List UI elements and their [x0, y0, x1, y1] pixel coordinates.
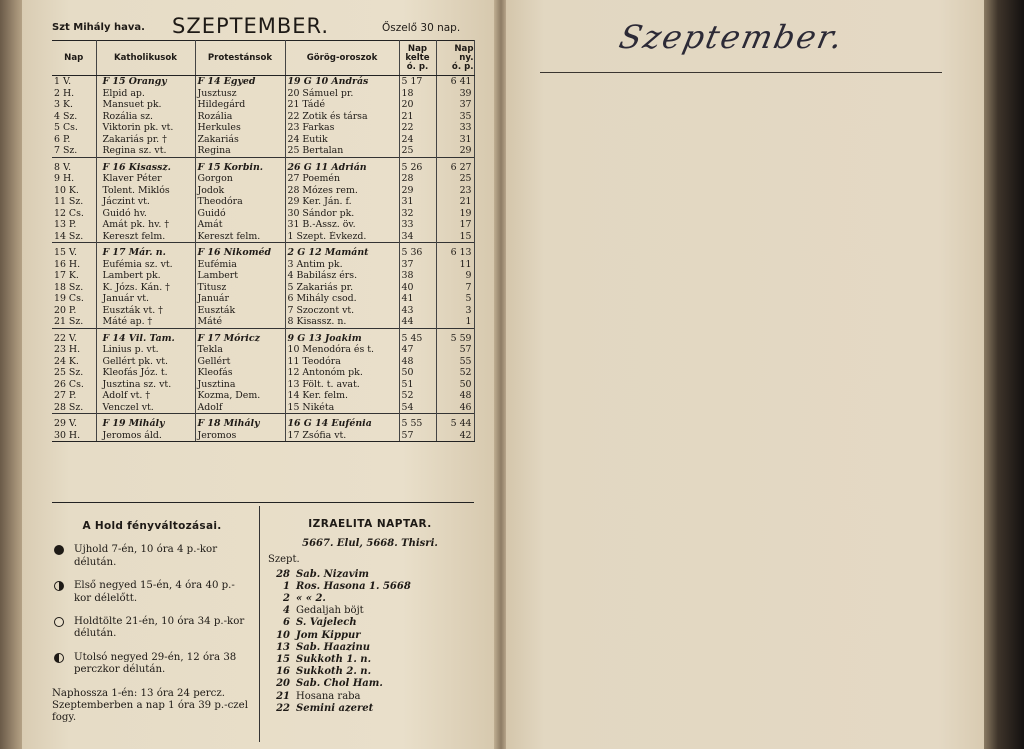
calendar-table: [52, 40, 475, 442]
israelite-event: Jom Kippur: [296, 629, 361, 641]
calendar-row: [52, 305, 474, 317]
calendar-cell: 5 17: [399, 76, 436, 88]
calendar-cell: 35: [436, 111, 474, 123]
calendar-row: [52, 157, 474, 173]
calendar-cell: 10 K.: [52, 185, 96, 197]
column-divider: [259, 506, 260, 742]
calendar-cell: Rozália: [195, 111, 285, 123]
calendar-row: [52, 414, 474, 430]
calendar-cell: 8 V.: [52, 157, 96, 173]
moon-phase: [52, 616, 252, 641]
israelite-day: 16: [276, 666, 290, 678]
calendar-cell: 14 Sz.: [52, 231, 96, 243]
calendar-cell: Kleofás Józ. t.: [96, 367, 195, 379]
calendar-row: [52, 367, 474, 379]
moon-phase-text: Utolsó negyed 29-én, 12 óra 38 perczkor délután.: [74, 651, 237, 676]
calendar-cell: 15 V.: [52, 243, 96, 259]
israelite-row: [268, 581, 472, 593]
calendar-cell: 31: [436, 134, 474, 146]
calendar-cell: 26 G 11 Adrián: [285, 157, 399, 173]
calendar-cell: 5 44: [436, 414, 474, 430]
last-quarter-icon: [54, 653, 64, 663]
calendar-cell: 23: [436, 185, 474, 197]
calendar-cell: 21 Tádé: [285, 99, 399, 111]
calendar-cell: 8 Kisassz. n.: [285, 316, 399, 328]
israelite-event: S. Vajelech: [296, 617, 357, 629]
calendar-cell: 21: [436, 196, 474, 208]
moon-phase-list: [52, 544, 252, 676]
calendar-cell: 5 26: [399, 157, 436, 173]
calendar-cell: 31: [399, 196, 436, 208]
calendar-cell: 18: [399, 88, 436, 100]
calendar-cell: 38: [399, 270, 436, 282]
calendar-cell: 9 H.: [52, 173, 96, 185]
calendar-cell: 26 Cs.: [52, 379, 96, 391]
calendar-cell: F 18 Mihály: [195, 414, 285, 430]
israelite-event: Sukkoth 1. n.: [296, 654, 372, 666]
calendar-cell: 22 V.: [52, 328, 96, 344]
calendar-cell: Regina: [195, 145, 285, 157]
calendar-cell: Jusztusz: [195, 88, 285, 100]
calendar-cell: 57: [399, 430, 436, 442]
calendar-cell: Linius p. vt.: [96, 344, 195, 356]
right-page: [506, 0, 986, 749]
calendar-cell: 18 Sz.: [52, 282, 96, 294]
israelite-day: 22: [276, 702, 290, 714]
calendar-cell: 9 G 13 Joakim: [285, 328, 399, 344]
calendar-row: [52, 356, 474, 368]
calendar-cell: 31 B.-Assz. öv.: [285, 219, 399, 231]
calendar-cell: 17: [436, 219, 474, 231]
calendar-cell: Hildegárd: [195, 99, 285, 111]
calendar-row: [52, 259, 474, 271]
israelite-event: Sab. Nizavim: [296, 568, 369, 580]
calendar-cell: 3 K.: [52, 99, 96, 111]
israelite-calendar-section: [268, 518, 472, 715]
calendar-cell: 17 K.: [52, 270, 96, 282]
calendar-cell: F 16 Nikoméd: [195, 243, 285, 259]
calendar-cell: Mansuet pk.: [96, 99, 195, 111]
israelite-row: [268, 630, 472, 642]
calendar-cell: 13 Fölt. t. avat.: [285, 379, 399, 391]
israelite-day: 1: [283, 580, 290, 592]
calendar-cell: Guidó: [195, 208, 285, 220]
calendar-cell: Euszták: [195, 305, 285, 317]
israelite-day: 15: [276, 654, 290, 666]
calendar-cell: Eufémia sz. vt.: [96, 259, 195, 271]
calendar-cell: 23 H.: [52, 344, 96, 356]
calendar-row: [52, 208, 474, 220]
calendar-row: [52, 328, 474, 344]
calendar-cell: Titusz: [195, 282, 285, 294]
calendar-cell: 52: [436, 367, 474, 379]
calendar-cell: Viktorin pk. vt.: [96, 122, 195, 134]
calendar-body: [52, 76, 474, 442]
calendar-cell: 50: [436, 379, 474, 391]
calendar-cell: 17 Zsófia vt.: [285, 430, 399, 442]
moon-phase-text: Holdtölte 21-én, 10 óra 34 p.-kor délután.: [74, 616, 245, 640]
israelite-list: [268, 569, 472, 715]
israelite-row: [268, 703, 472, 715]
calendar-cell: 1 Szept. Évkezd.: [285, 231, 399, 243]
calendar-cell: Kereszt felm.: [96, 231, 195, 243]
israelite-day: 20: [276, 678, 290, 690]
calendar-row: [52, 231, 474, 243]
calendar-cell: Herkules: [195, 122, 285, 134]
calendar-cell: Jáczint vt.: [96, 196, 195, 208]
calendar-cell: Rozália sz.: [96, 111, 195, 123]
calendar-row: [52, 173, 474, 185]
calendar-row: [52, 402, 474, 414]
calendar-cell: 25 Sz.: [52, 367, 96, 379]
calendar-cell: 30 H.: [52, 430, 96, 442]
calendar-cell: 9: [436, 270, 474, 282]
calendar-cell: F 19 Mihály: [96, 414, 195, 430]
calendar-cell: Jusztina sz. vt.: [96, 379, 195, 391]
calendar-cell: 51: [399, 379, 436, 391]
calendar-row: [52, 196, 474, 208]
moon-title: A Hold fényváltozásai.: [82, 520, 222, 532]
israelite-row: [268, 617, 472, 629]
calendar-cell: 47: [399, 344, 436, 356]
calendar-cell: F 15 Orangy: [96, 76, 195, 88]
calendar-cell: 42: [436, 430, 474, 442]
calendar-cell: 19 G 10 András: [285, 76, 399, 88]
calendar-cell: F 17 Már. n.: [96, 243, 195, 259]
calendar-cell: Adolf vt. †: [96, 390, 195, 402]
calendar-cell: 54: [399, 402, 436, 414]
calendar-cell: 23 Farkas: [285, 122, 399, 134]
calendar-cell: 16 H.: [52, 259, 96, 271]
israelite-event: Hosana raba: [296, 690, 361, 702]
israelite-day: 2: [283, 593, 290, 605]
calendar-cell: 28 Mózes rem.: [285, 185, 399, 197]
calendar-cell: Kozma, Dem.: [195, 390, 285, 402]
calendar-cell: 28 Sz.: [52, 402, 96, 414]
calendar-cell: 27 P.: [52, 390, 96, 402]
column-header: Görög-oroszok: [285, 41, 399, 76]
calendar-cell: 48: [436, 390, 474, 402]
calendar-cell: 6 P.: [52, 134, 96, 146]
calendar-cell: F 14 Vil. Tam.: [96, 328, 195, 344]
handwriting-rule: [540, 72, 942, 73]
calendar-cell: Regina sz. vt.: [96, 145, 195, 157]
calendar-cell: F 17 Móricz: [195, 328, 285, 344]
calendar-cell: 1 V.: [52, 76, 96, 88]
calendar-cell: 20: [399, 99, 436, 111]
calendar-cell: F 15 Korbin.: [195, 157, 285, 173]
calendar-cell: 33: [436, 122, 474, 134]
calendar-cell: 41: [399, 293, 436, 305]
calendar-cell: 5 55: [399, 414, 436, 430]
calendar-cell: 7 Sz.: [52, 145, 96, 157]
calendar-cell: Zakariás pr. †: [96, 134, 195, 146]
calendar-cell: Venczel vt.: [96, 402, 195, 414]
calendar-cell: 40: [399, 282, 436, 294]
column-header: Nap kelte ó. p.: [399, 41, 436, 76]
israelite-row: [268, 691, 472, 703]
calendar-cell: 25: [436, 173, 474, 185]
israelite-row: [268, 605, 472, 617]
handwritten-title: Szeptember.: [615, 18, 848, 56]
calendar-cell: Amát pk. hv. †: [96, 219, 195, 231]
calendar-row: [52, 243, 474, 259]
calendar-cell: 3: [436, 305, 474, 317]
calendar-cell: 32: [399, 208, 436, 220]
calendar-cell: Theodóra: [195, 196, 285, 208]
calendar-row: [52, 344, 474, 356]
israelite-month-label: Szept.: [268, 554, 300, 566]
calendar-cell: 22 Zotik és társa: [285, 111, 399, 123]
calendar-cell: 12 Cs.: [52, 208, 96, 220]
section-divider: [52, 502, 474, 503]
calendar-cell: 24: [399, 134, 436, 146]
calendar-cell: Gellért: [195, 356, 285, 368]
calendar-cell: Guidó hv.: [96, 208, 195, 220]
calendar-cell: Euszták vt. †: [96, 305, 195, 317]
calendar-cell: Lambert: [195, 270, 285, 282]
calendar-cell: 22: [399, 122, 436, 134]
israelite-year: 5667. Elul, 5668. Thisri.: [302, 538, 438, 550]
calendar-cell: Január: [195, 293, 285, 305]
calendar-row: [52, 88, 474, 100]
calendar-cell: 19 Cs.: [52, 293, 96, 305]
calendar-cell: 20 P.: [52, 305, 96, 317]
calendar-cell: 19: [436, 208, 474, 220]
calendar-row: [52, 282, 474, 294]
calendar-row: [52, 219, 474, 231]
calendar-cell: 6 27: [436, 157, 474, 173]
calendar-cell: 7: [436, 282, 474, 294]
column-header: Nap: [52, 41, 96, 76]
calendar-row: [52, 270, 474, 282]
israelite-event: Sukkoth 2. n.: [296, 666, 372, 678]
calendar-row: [52, 293, 474, 305]
calendar-cell: 37: [399, 259, 436, 271]
calendar-cell: 39: [436, 88, 474, 100]
calendar-cell: 25: [399, 145, 436, 157]
calendar-cell: 4 Babilász érs.: [285, 270, 399, 282]
calendar-cell: 33: [399, 219, 436, 231]
calendar-cell: 11 Sz.: [52, 196, 96, 208]
calendar-cell: F 16 Kisassz.: [96, 157, 195, 173]
israelite-day: 28: [276, 568, 290, 580]
israelite-day: 6: [283, 617, 290, 629]
israelite-row: [268, 654, 472, 666]
moon-phase: [52, 652, 252, 677]
calendar-row: [52, 185, 474, 197]
column-header: Nap ny. ó. p.: [436, 41, 474, 76]
page-header: [52, 16, 472, 38]
israelite-row: [268, 678, 472, 690]
israelite-event: Ros. Hasona 1. 5668: [296, 580, 411, 592]
calendar-cell: 29 V.: [52, 414, 96, 430]
calendar-cell: Amát: [195, 219, 285, 231]
calendar-cell: 6 Mihály csod.: [285, 293, 399, 305]
calendar-cell: 12 Antonóm pk.: [285, 367, 399, 379]
day-decrease: Szeptemberben a nap 1 óra 39 p.-czel fogy.: [52, 700, 248, 724]
calendar-cell: 10 Menodóra és t.: [285, 344, 399, 356]
calendar-cell: 30 Sándor pk.: [285, 208, 399, 220]
calendar-cell: 15 Nikéta: [285, 402, 399, 414]
first-quarter-icon: [54, 581, 64, 591]
calendar-cell: 29 Ker. Ján. f.: [285, 196, 399, 208]
calendar-cell: 5 45: [399, 328, 436, 344]
calendar-cell: Jusztina: [195, 379, 285, 391]
calendar-cell: 52: [399, 390, 436, 402]
calendar-cell: 4 Sz.: [52, 111, 96, 123]
calendar-cell: Gellért pk. vt.: [96, 356, 195, 368]
calendar-cell: Jodok: [195, 185, 285, 197]
calendar-row: [52, 99, 474, 111]
calendar-cell: 34: [399, 231, 436, 243]
calendar-cell: 2 G 12 Mamánt: [285, 243, 399, 259]
book-edge-right: [984, 0, 1024, 749]
moon-phase-text: Első negyed 15-én, 4 óra 40 p.-kor délelőtt.: [74, 580, 235, 604]
day-length: Naphossza 1-én: 13 óra 24 percz.: [52, 687, 225, 699]
calendar-cell: Kleofás: [195, 367, 285, 379]
calendar-cell: 6 41: [436, 76, 474, 88]
calendar-cell: 21: [399, 111, 436, 123]
calendar-cell: 46: [436, 402, 474, 414]
israelite-day: 13: [276, 641, 290, 653]
calendar-cell: Elpid ap.: [96, 88, 195, 100]
calendar-row: [52, 134, 474, 146]
calendar-cell: 28: [399, 173, 436, 185]
calendar-row: [52, 316, 474, 328]
moon-phases-section: [52, 520, 252, 725]
calendar-cell: 14 Ker. felm.: [285, 390, 399, 402]
column-header: Protestánsok: [195, 41, 285, 76]
israelite-event: Sab. Chol Ham.: [296, 678, 383, 690]
israelite-event: Semini azeret: [296, 702, 374, 714]
israelite-row: [268, 593, 472, 605]
israelite-row: [268, 666, 472, 678]
calendar-cell: 5 Cs.: [52, 122, 96, 134]
calendar-cell: 11: [436, 259, 474, 271]
month-title: SZEPTEMBER.: [172, 14, 330, 38]
calendar-cell: 2 H.: [52, 88, 96, 100]
calendar-cell: 44: [399, 316, 436, 328]
israelite-event: « « 2.: [296, 593, 326, 605]
calendar-cell: F 14 Egyed: [195, 76, 285, 88]
calendar-cell: 50: [399, 367, 436, 379]
israelite-day: 10: [276, 629, 290, 641]
calendar-cell: Jeromos: [195, 430, 285, 442]
calendar-cell: 15: [436, 231, 474, 243]
calendar-cell: Klaver Péter: [96, 173, 195, 185]
calendar-cell: Tekla: [195, 344, 285, 356]
calendar-row: [52, 122, 474, 134]
calendar-row: [52, 430, 474, 442]
calendar-row: [52, 111, 474, 123]
calendar-cell: 16 G 14 Eufénia: [285, 414, 399, 430]
calendar-cell: 21 Sz.: [52, 316, 96, 328]
calendar-cell: 5: [436, 293, 474, 305]
calendar-cell: Máté ap. †: [96, 316, 195, 328]
calendar-cell: 29: [399, 185, 436, 197]
calendar-cell: 7 Szoczont vt.: [285, 305, 399, 317]
column-header: Katholikusok: [96, 41, 195, 76]
calendar-cell: 5 36: [399, 243, 436, 259]
calendar-cell: 11 Teodóra: [285, 356, 399, 368]
calendar-cell: K. Józs. Kán. †: [96, 282, 195, 294]
israelite-day: 4: [283, 605, 290, 617]
calendar-cell: 43: [399, 305, 436, 317]
calendar-cell: Adolf: [195, 402, 285, 414]
calendar-cell: Tolent. Miklós: [96, 185, 195, 197]
calendar-cell: Lambert pk.: [96, 270, 195, 282]
calendar-row: [52, 145, 474, 157]
calendar-cell: 55: [436, 356, 474, 368]
full-moon-icon: [54, 617, 64, 627]
calendar-cell: Gorgon: [195, 173, 285, 185]
israelite-day: 21: [276, 690, 290, 702]
days-count: Őszelő 30 nap.: [382, 22, 461, 34]
calendar-row: [52, 379, 474, 391]
israelite-title: IZRAELITA NAPTAR.: [308, 518, 432, 530]
israelite-event: Sab. Haazinu: [296, 641, 371, 653]
calendar-cell: Január vt.: [96, 293, 195, 305]
calendar-cell: 3 Antim pk.: [285, 259, 399, 271]
calendar-cell: 25 Bertalan: [285, 145, 399, 157]
israelite-row: [268, 642, 472, 654]
moon-phase: [52, 580, 252, 605]
calendar-cell: Máté: [195, 316, 285, 328]
moon-phase: [52, 544, 252, 569]
calendar-cell: 48: [399, 356, 436, 368]
calendar-row: [52, 76, 474, 88]
calendar-row: [52, 390, 474, 402]
calendar-cell: 13 P.: [52, 219, 96, 231]
calendar-cell: 29: [436, 145, 474, 157]
new-moon-icon: [54, 545, 64, 555]
calendar-cell: 5 59: [436, 328, 474, 344]
calendar-cell: 27 Poemén: [285, 173, 399, 185]
moon-phase-text: Ujhold 7-én, 10 óra 4 p.-kor délután.: [74, 544, 218, 568]
calendar-cell: 20 Sámuel pr.: [285, 88, 399, 100]
calendar-cell: Eufémia: [195, 259, 285, 271]
israelite-event: Gedaljah böjt: [296, 605, 364, 617]
calendar-cell: 37: [436, 99, 474, 111]
calendar-cell: Jeromos áld.: [96, 430, 195, 442]
calendar-cell: Kereszt felm.: [195, 231, 285, 243]
patron-label: Szt Mihály hava.: [52, 22, 145, 33]
calendar-cell: 5 Zakariás pr.: [285, 282, 399, 294]
calendar-cell: 6 13: [436, 243, 474, 259]
calendar-header-row: [52, 41, 474, 76]
calendar-cell: 57: [436, 344, 474, 356]
calendar-cell: 24 Eutik: [285, 134, 399, 146]
israelite-row: [268, 569, 472, 581]
calendar-cell: 1: [436, 316, 474, 328]
calendar-cell: 24 K.: [52, 356, 96, 368]
calendar-cell: Zakariás: [195, 134, 285, 146]
